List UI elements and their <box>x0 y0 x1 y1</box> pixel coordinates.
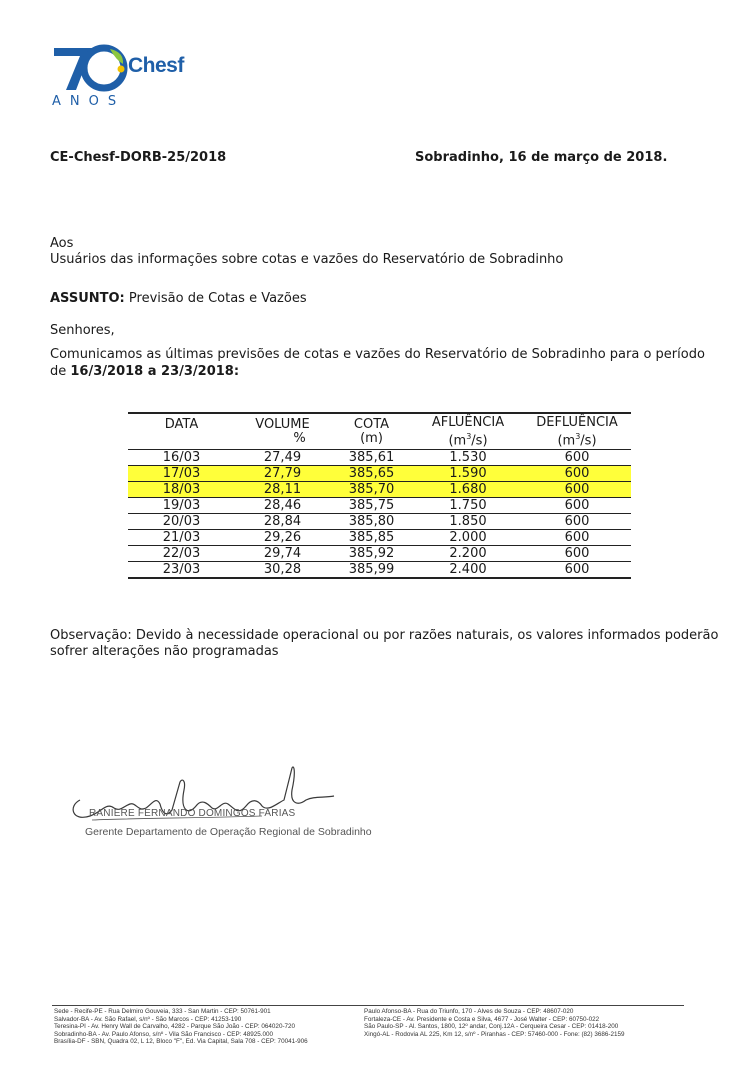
subject-text: Previsão de Cotas e Vazões <box>124 291 307 306</box>
logo-70-mark <box>50 40 130 98</box>
cell-data: 17/03 <box>128 466 235 482</box>
cell-data: 22/03 <box>128 546 235 562</box>
cell-afluencia: 1.850 <box>413 514 523 530</box>
cell-volume: 30,28 <box>235 562 330 579</box>
recipient-line-2: Usuários das informações sobre cotas e vazões do Reservatório de Sobradinho <box>50 252 564 267</box>
cell-cota: 385,99 <box>330 562 413 579</box>
footer-address: Sobradinho-BA - Av. Paulo Afonso, s/nº - Vila São Francisco - CEP: 48925.000 <box>54 1030 273 1038</box>
table-row-highlighted <box>128 466 631 482</box>
intro-period: 16/3/2018 a 23/3/2018: <box>70 364 240 379</box>
cell-volume: 27,49 <box>235 450 330 466</box>
table-row <box>128 530 631 546</box>
cell-defluencia: 600 <box>523 482 631 498</box>
cell-afluencia: 2.400 <box>413 562 523 579</box>
cell-defluencia: 600 <box>523 562 631 579</box>
cell-cota: 385,65 <box>330 466 413 482</box>
recipient-line-1: Aos <box>50 236 74 251</box>
signature-name: RANIERE FERNANDO DOMINGOS FARIAS <box>89 808 296 819</box>
cell-data: 23/03 <box>128 562 235 579</box>
cell-data: 19/03 <box>128 498 235 514</box>
footer-address: São Paulo-SP - Al. Santos, 1800, 12º andar, Conj.12A - Cerqueira Cesar - CEP: 01418-200 <box>364 1023 619 1031</box>
signature-block <box>62 760 402 860</box>
footer-addresses-right <box>364 1008 625 1038</box>
cell-data: 20/03 <box>128 514 235 530</box>
cell-defluencia: 600 <box>523 546 631 562</box>
footer-addresses-left <box>54 1008 308 1046</box>
cell-defluencia: 600 <box>523 530 631 546</box>
chesf-70-anos-logo <box>50 40 200 115</box>
cell-afluencia: 1.530 <box>413 450 523 466</box>
footer-address: Teresina-PI - Av. Henry Wall de Carvalho, 4282 - Parque São João - CEP: 064020-720 <box>54 1023 296 1031</box>
table-header <box>128 413 631 450</box>
header-volume: VOLUME % <box>255 417 310 447</box>
signature-role: Gerente Departamento de Operação Regional de Sobradinho <box>85 826 372 838</box>
intro-line-2 <box>50 363 239 380</box>
cell-defluencia: 600 <box>523 466 631 482</box>
header-afluencia: AFLUÊNCIA $(m^3/s)$ <box>431 415 505 449</box>
table-row-highlighted <box>128 482 631 498</box>
cell-volume: 28,11 <box>235 482 330 498</box>
subject-label: ASSUNTO: <box>50 291 125 306</box>
footer-address: Paulo Afonso-BA - Rua do Triunfo, 170 - Alves de Souza - CEP: 48607-020 <box>364 1008 574 1015</box>
cell-afluencia: 1.750 <box>413 498 523 514</box>
footer-address: Xingó-AL - Rodovia AL 225, Km 12, s/nº - Piranhas - CEP: 57460-000 - Fone: (82) 3686-2159 <box>364 1030 625 1038</box>
table-body <box>128 450 631 579</box>
subject-line <box>50 290 307 307</box>
cell-cota: 385,80 <box>330 514 413 530</box>
greeting: Senhores, <box>50 323 115 338</box>
cell-volume: 29,26 <box>235 530 330 546</box>
footer-address: Salvador-BA - Av. São Rafael, s/nº - São Marcos - CEP: 41253-190 <box>54 1015 242 1023</box>
cell-afluencia: 2.000 <box>413 530 523 546</box>
forecast-table <box>128 412 631 579</box>
cell-volume: 29,74 <box>235 546 330 562</box>
cell-data: 16/03 <box>128 450 235 466</box>
header-defluencia: DEFLUÊNCIA $(m^3/s)$ <box>536 415 618 449</box>
cell-defluencia: 600 <box>523 450 631 466</box>
logo-anos-text: ANOS <box>52 94 126 109</box>
observation-line-1: Observação: Devido à necessidade operacional ou por razões naturais, os valores informados poderão <box>50 628 719 643</box>
table-header-row <box>128 413 631 450</box>
cell-volume: 27,79 <box>235 466 330 482</box>
logo-dot-yellow <box>118 66 125 73</box>
cell-cota: 385,85 <box>330 530 413 546</box>
footer-divider <box>52 1005 684 1006</box>
cell-volume: 28,46 <box>235 498 330 514</box>
table-row <box>128 514 631 530</box>
intro-line-1: Comunicamos as últimas previsões de cotas e vazões do Reservatório de Sobradinho para o período <box>50 347 705 362</box>
logo-brand-text: Chesf <box>128 54 184 77</box>
cell-defluencia: 600 <box>523 514 631 530</box>
document-reference: CE-Chesf-DORB-25/2018 <box>50 150 227 165</box>
cell-data: 18/03 <box>128 482 235 498</box>
cell-afluencia: 1.680 <box>413 482 523 498</box>
footer-address: Fortaleza-CE - Av. Presidente e Costa e Silva, 4677 - José Walter - CEP: 60750-022 <box>364 1015 600 1023</box>
cell-cota: 385,61 <box>330 450 413 466</box>
cell-defluencia: 600 <box>523 498 631 514</box>
cell-cota: 385,70 <box>330 482 413 498</box>
cell-cota: 385,92 <box>330 546 413 562</box>
header-data: DATA <box>164 417 199 433</box>
footer-address: Sede - Recife-PE - Rua Delmiro Gouveia, 333 - San Martin - CEP: 50761-901 <box>54 1008 271 1015</box>
cell-data: 21/03 <box>128 530 235 546</box>
table-row <box>128 562 631 579</box>
table-row <box>128 498 631 514</box>
cell-cota: 385,75 <box>330 498 413 514</box>
cell-afluencia: 1.590 <box>413 466 523 482</box>
footer-address: Brasília-DF - SBN, Quadra 02, L 12, Bloco "F", Ed. Via Capital, Sala 708 - CEP: 70041-906 <box>54 1038 308 1046</box>
table-row <box>128 546 631 562</box>
table-row <box>128 450 631 466</box>
intro-prefix: de <box>50 364 71 379</box>
header-cota: COTA (m) <box>353 417 390 447</box>
cell-afluencia: 2.200 <box>413 546 523 562</box>
cell-volume: 28,84 <box>235 514 330 530</box>
observation-line-2: sofrer alterações não programadas <box>50 644 279 659</box>
document-place-date: Sobradinho, 16 de março de 2018. <box>415 150 668 165</box>
